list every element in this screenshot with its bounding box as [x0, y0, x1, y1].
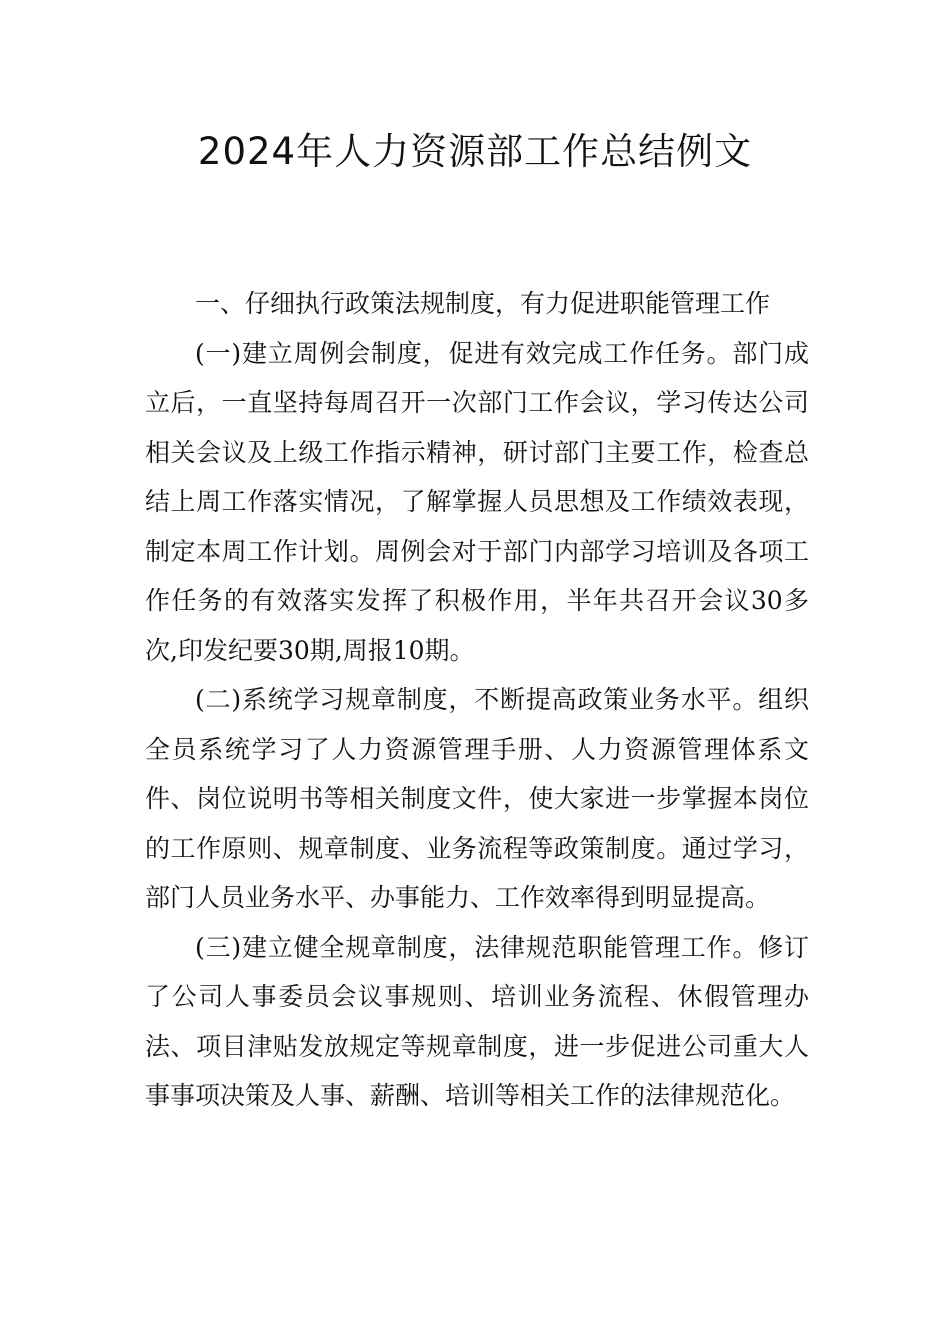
paragraph-1: (一)建立周例会制度，促进有效完成工作任务。部门成立后，一直坚持每周召开一次部门工作会议，学习传达公司相关会议及上级工作指示精神，研讨部门主要工作，检查总结上周工作落实情况，了解掌握人员思想及工作绩效表现，制定本周工作计划。周例会对于部门内部学习培训及各项工作任务的有效落实发挥了积极作用，半年共召开会议30多次,印发纪要30期,周报10期。	[145, 338, 809, 665]
paragraph-3: (三)建立健全规章制度，法律规范职能管理工作。修订了公司人事委员会议事规则、培训业务流程、休假管理办法、项目津贴发放规定等规章制度，进一步促进公司重大人事事项决策及人事、薪酬、培训等相关工作的法律规范化。	[145, 932, 809, 1110]
document-body	[145, 279, 809, 1121]
paragraph-2: (二)系统学习规章制度，不断提高政策业务水平。组织全员系统学习了人力资源管理手册、人力资源管理体系文件、岗位说明书等相关制度文件，使大家进一步掌握本岗位的工作原则、规章制度、业务流程等政策制度。通过学习，部门人员业务水平、办事能力、工作效率得到明显提高。	[145, 685, 809, 912]
document-title: 2024年人力资源部工作总结例文	[197, 130, 753, 173]
section-heading: 一、仔细执行政策法规制度，有力促进职能管理工作	[195, 289, 771, 318]
